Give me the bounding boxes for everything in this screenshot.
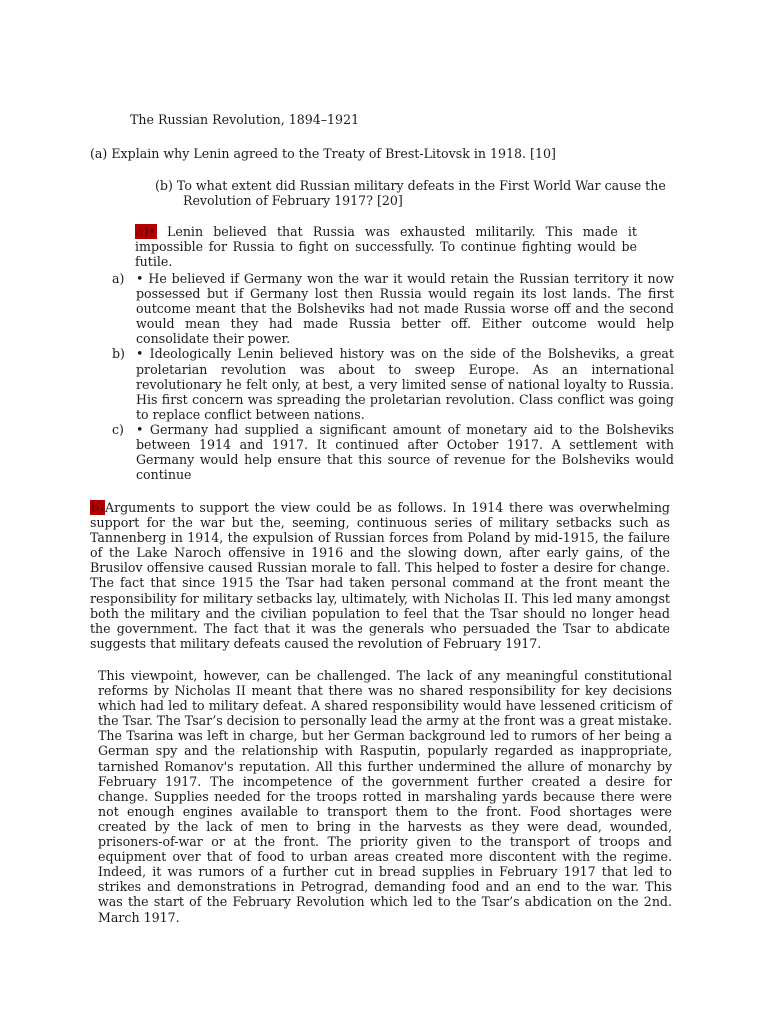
answer-a-highlight-label: a)• bbox=[136, 224, 156, 239]
answer-a-intro-text: Lenin believed that Russia was exhausted militarily. This made it impossible for Russia to fight on successfully. To continue fighting would be futile. bbox=[135, 224, 637, 270]
question-b bbox=[155, 178, 680, 208]
counter-argument-paragraph: This viewpoint, however, can be challenged. The lack of any meaningful constitutional reforms by Nicholas II meant that there was no shared responsibility for key decisions which had led to military defeat. A shared responsibility would have lessened criticism of the Tsar. The Tsar’s decision to personally lead the army at the front was a great mistake. The Tsarina was left in charge, but her German background led to rumors of her being a German spy and the relationship with Rasputin, popularly regarded as inappropriate, tarnished Romanov's reputation. All this further undermined the allure of monarchy by February 1917. The incompetence of the government further created a desire for change. Supplies needed for the troops rotted in marshaling yards because there were not enough engines available to transport them to the front. Food shortages were created by the lack of men to bring in the harvests as they were dead, wounded, prisoners-of-war or at the front. The priority given to the transport of troops and equipment over that of food to urban areas created more discontent with the regime. Indeed, it was rumors of a further cut in bread supplies in February 1917 that led to strikes and demonstrations in Petrograd, demanding food and an end to the war. This was the start of the February Revolution which led to the Tsar’s abdication on the 2nd. March 1917. bbox=[98, 668, 672, 925]
answer-a-intro bbox=[135, 224, 637, 269]
answer-b-paragraph bbox=[90, 500, 670, 651]
list-marker: b) bbox=[112, 346, 125, 362]
list-item-text: • He believed if Germany won the war it would retain the Russian territory it now possessed but if Germany lost then Russia would regain its lost lands. The first outcome meant that the Bolsheviks had not made Russia worse off and the second would mean they had made Russia better off. Either outcome would help consolidate their power. bbox=[136, 271, 674, 347]
list-item bbox=[112, 271, 674, 346]
answer-b-highlight-label: b) bbox=[91, 500, 104, 515]
answer-a-list bbox=[112, 271, 674, 482]
list-item bbox=[112, 346, 674, 421]
list-marker: c) bbox=[112, 421, 124, 437]
question-b-line2: Revolution of February 1917? [20] bbox=[183, 193, 403, 209]
list-item-text: • Germany had supplied a significant amount of monetary aid to the Bolsheviks between 1914 and 1917. It continued after October 1917. A settlement with Germany would help ensure that this source of revenue for the Bolsheviks would continue bbox=[136, 421, 674, 483]
list-marker: a) bbox=[112, 271, 125, 286]
list-item-text: • Ideologically Lenin believed history was on the side of the Bolsheviks, a great proletarian revolution was about to sweep Europe. As an international revolutionary he felt only, at best, a very limited sense of national loyalty to Russia. His first concern was spreading the proletarian revolution. Class conflict was going to replace conflict between nations. bbox=[136, 346, 674, 422]
question-a: (a) Explain why Lenin agreed to the Treaty of Brest-Litovsk in 1918. [10] bbox=[90, 146, 556, 161]
list-item bbox=[112, 422, 674, 482]
answer-b-text: Arguments to support the view could be as follows. In 1914 there was overwhelming support for the war but the, seeming, continuous series of military setbacks such as Tannenberg in 1914, the expulsion of Russian forces from Poland by mid-1915, the failure of the Lake Naroch offensive in 1916 and the slowing down, after early gains, of the Brusilov offensive caused Russian morale to fall. This helped to foster a desire for change. The fact that since 1915 the Tsar had taken personal command at the front meant the responsibility for military setbacks lay, ultimately, with Nicholas II. This led many amongst both the military and the civilian population to feel that the Tsar should no longer head the government. The fact that it was the generals who persuaded the Tsar to abdicate suggests that military defeats caused the revolution of February 1917. bbox=[90, 500, 670, 651]
question-b-line1: (b) To what extent did Russian military defeats in the First World War cause the bbox=[155, 178, 666, 193]
document-title: The Russian Revolution, 1894–1921 bbox=[130, 112, 360, 127]
